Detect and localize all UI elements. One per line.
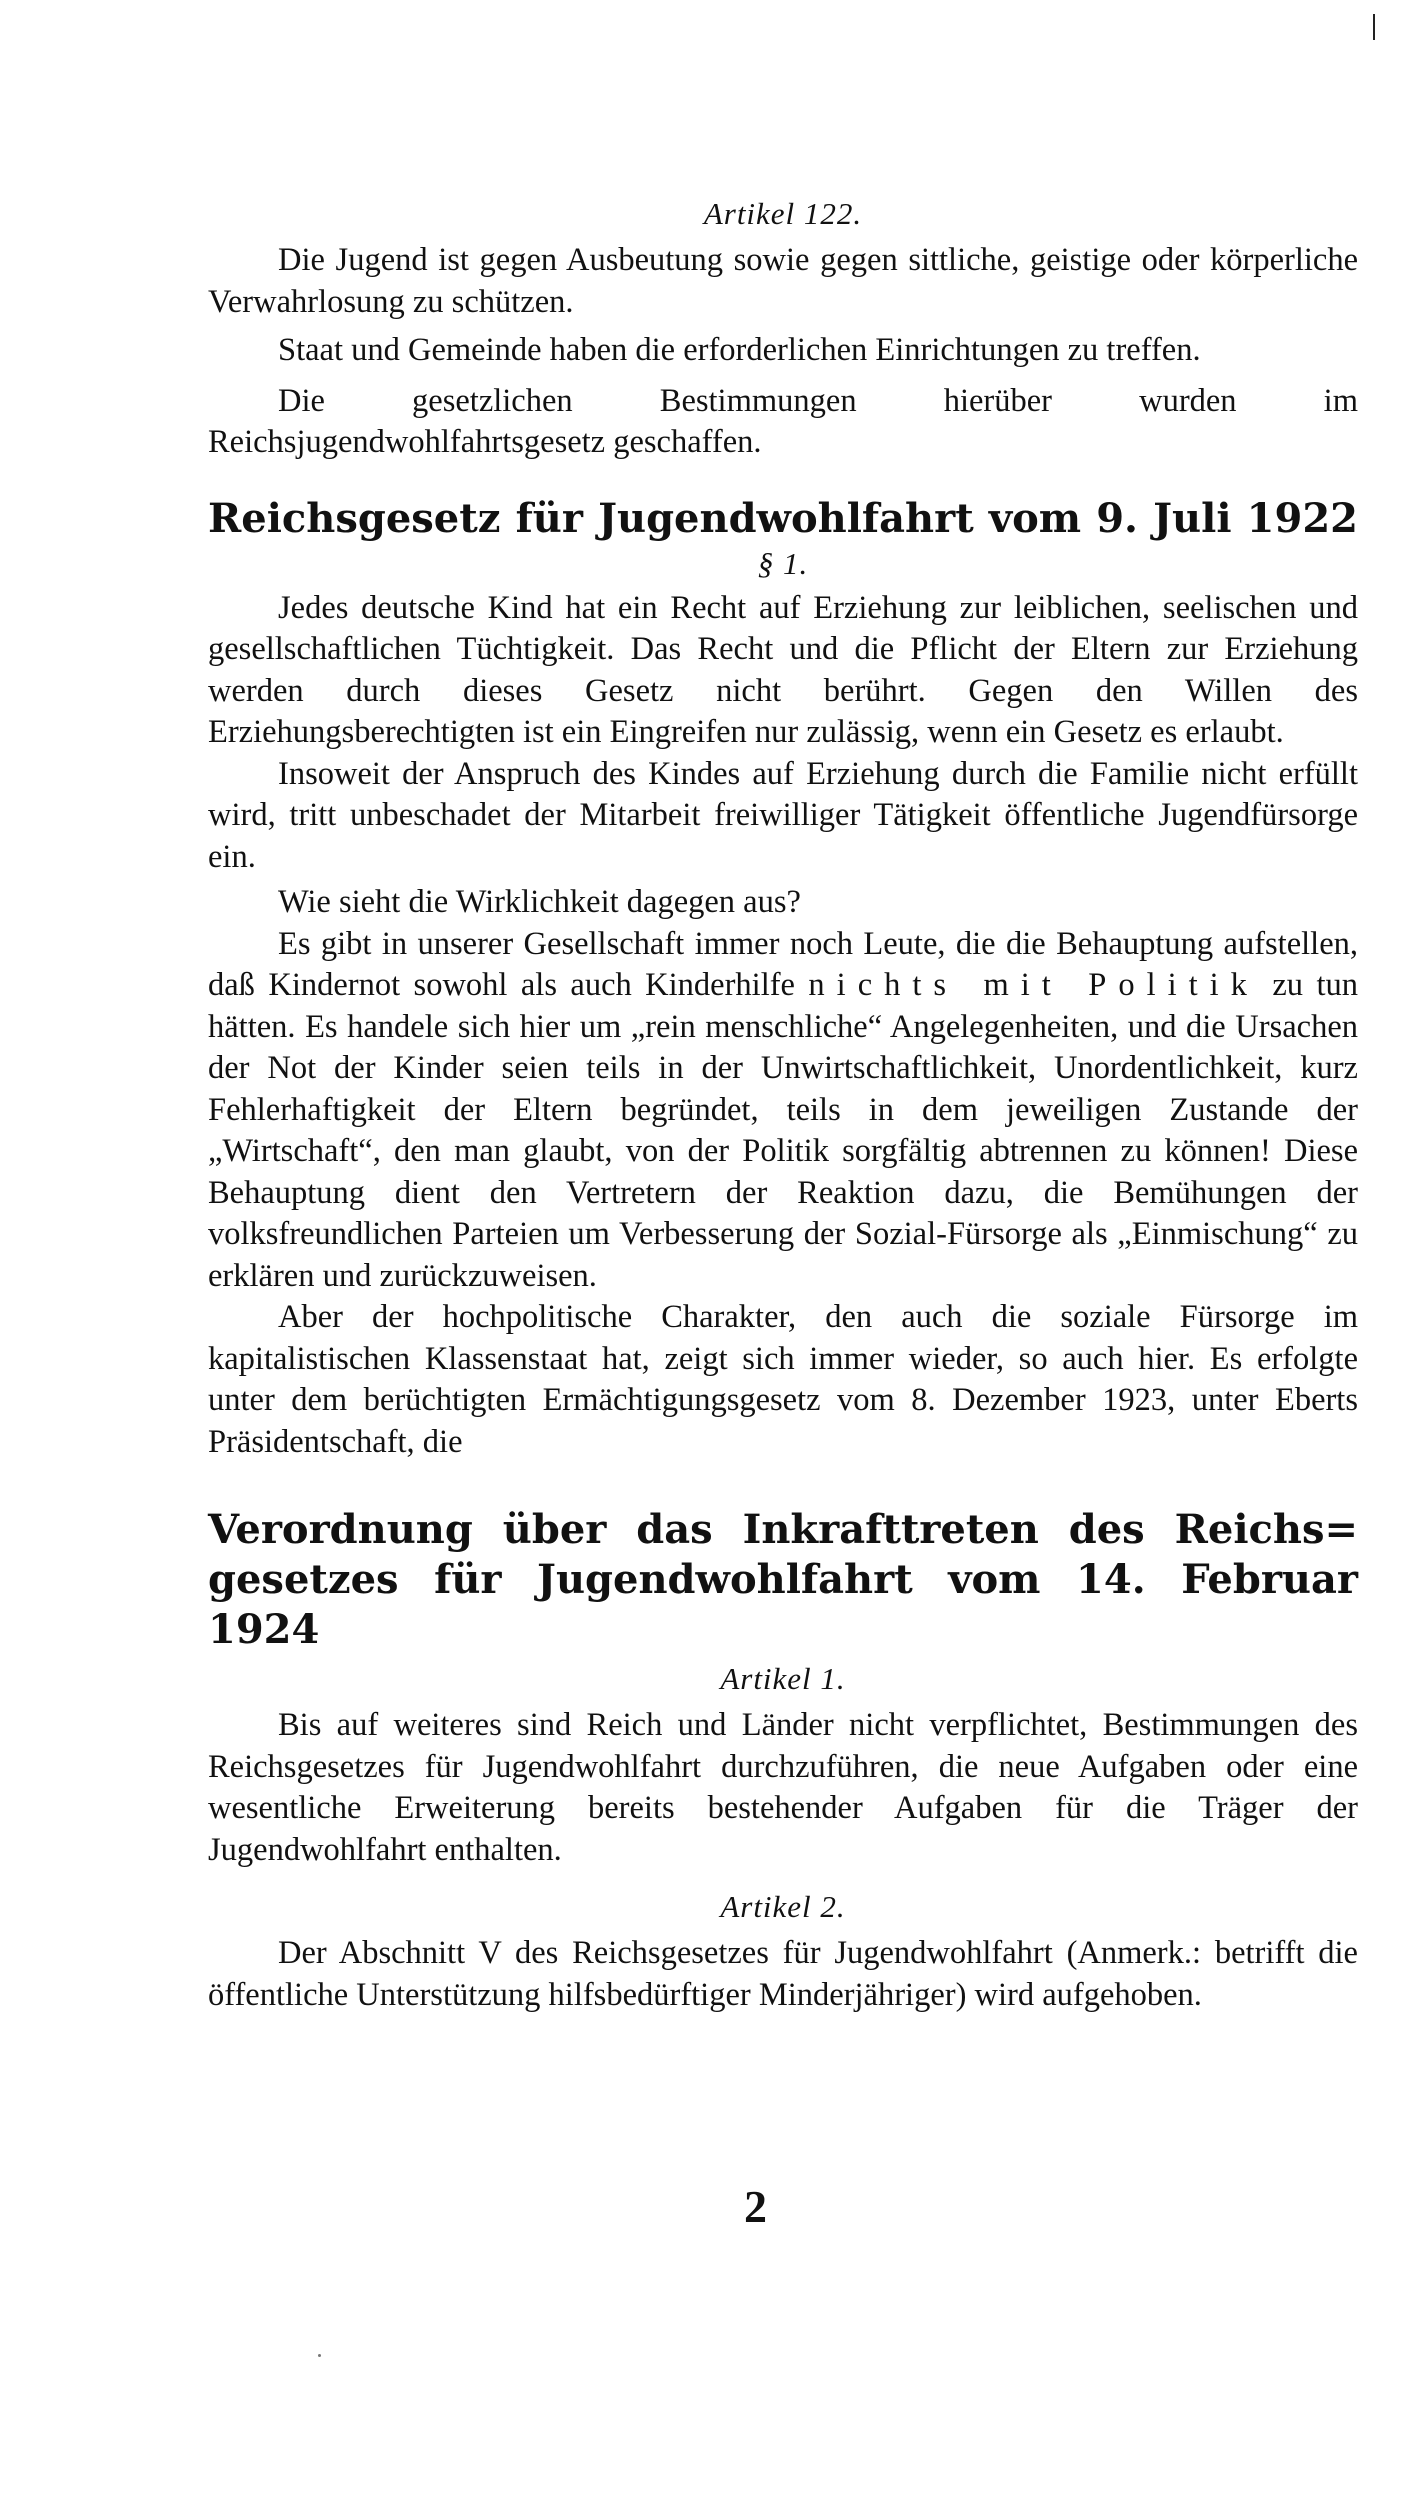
- emphasized-phrase: nichts mit Politik: [808, 967, 1259, 1003]
- law-1922-section-1: § 1.: [757, 545, 809, 581]
- ordinance-1924-title-line-2: gesetzes für Jugendwohlfahrt vom 14. Februar 1924: [208, 1556, 1358, 1653]
- law-1922-paragraph-1: Jedes deutsche Kind hat ein Recht auf Erziehung zur leiblichen, seelischen und gesellschaftlichen Tüchtigkeit. Das Recht und die Pflicht der Eltern zur Erziehung werden durch dieses Gesetz nicht berührt. Gegen den Willen des Erziehungsberechtigten ist ein Eingreifen nur zulässig, wenn ein Gesetz es erlaubt.: [208, 589, 1358, 750]
- ordinance-1924-title-line-1: Verordnung über das Inkrafttreten des Reichs=: [208, 1506, 1358, 1553]
- ordinance-article-2-heading: Artikel 2.: [720, 1889, 846, 1924]
- law-1922-title: Reichsgesetz für Jugendwohlfahrt vom 9. Juli 1922: [208, 494, 1358, 542]
- article-122-paragraph-3: Die gesetzlichen Bestimmungen hierüber wurden im Reichsjugendwohlfahrtsgesetz geschaffen.: [208, 382, 1358, 460]
- commentary-paragraph-2: Aber der hochpolitische Charakter, den auch die soziale Fürsorge im kapitalistischen Klassenstaat hat, zeigt sich immer wieder, so auch hier. Es erfolgte unter dem berüchtigten Ermächtigungsgesetz vom 8. Dezember 1923, unter Eberts Präsidentschaft, die: [208, 1299, 1358, 1460]
- scan-speck: [318, 2354, 321, 2357]
- commentary-text-a: Es gibt in unserer Gesellschaft immer noch Leute, die die Behauptung aufstellen, daß Kindernot sowohl als auch Kinderhilfe: [208, 925, 1358, 1003]
- article-122-paragraph-2: Staat und Gemeinde haben die erforderlichen Einrichtungen zu treffen.: [278, 332, 1201, 368]
- page-content: [208, 180, 1358, 2016]
- page-number: 2: [744, 2181, 767, 2232]
- ordinance-article-1-text: Bis auf weiteres sind Reich und Länder nicht verpflichtet, Bestimmungen des Reichsgesetzes für Jugendwohlfahrt durchzuführen, die neue Aufgaben oder eine wesentliche Erweiterung bereits bestehender Aufgaben für die Träger der Jugendwohlfahrt enthalten.: [208, 1707, 1358, 1868]
- commentary-paragraph-1: [208, 924, 1358, 1298]
- ordinance-article-1-heading: Artikel 1.: [720, 1661, 846, 1696]
- article-122-heading: Artikel 122.: [703, 196, 863, 231]
- article-122-paragraph-1: Die Jugend ist gegen Ausbeutung sowie gegen sittliche, geistige oder körperliche Verwahrlosung zu schützen.: [208, 242, 1358, 320]
- ordinance-article-2-text: Der Abschnitt V des Reichsgesetzes für Jugendwohlfahrt (Anmerk.: betrifft die öffentliche Unterstützung hilfsbedürftiger Minderjähriger) wird aufgehoben.: [208, 1935, 1358, 2013]
- question-paragraph: Wie sieht die Wirklichkeit dagegen aus?: [278, 884, 801, 920]
- scan-speck: [1373, 14, 1375, 40]
- commentary-text-b: zu tun hätten. Es handele sich hier um „rein menschliche“ Angelegenheiten, und die Ursachen der Not der Kinder seien teils in der Unwirtschaftlichkeit, Unordentlichkeit, kurz Fehlerhaftigkeit der Eltern begründet, teils in dem jeweiligen Zustande der „Wirtschaft“, den man glaubt, von der Politik sorgfältig abtrennen zu können! Diese Behauptung dient den Vertretern der Reaktion dazu, die Bemühungen der volksfreundlichen Parteien um Verbesserung der Sozial-Fürsorge als „Einmischung“ zu erklären und zurückzuweisen.: [208, 967, 1359, 1294]
- law-1922-paragraph-2: Insoweit der Anspruch des Kindes auf Erziehung durch die Familie nicht erfüllt wird, tritt unbeschadet der Mitarbeit freiwilliger Tätigkeit öffentliche Jugendfürsorge ein.: [208, 755, 1358, 875]
